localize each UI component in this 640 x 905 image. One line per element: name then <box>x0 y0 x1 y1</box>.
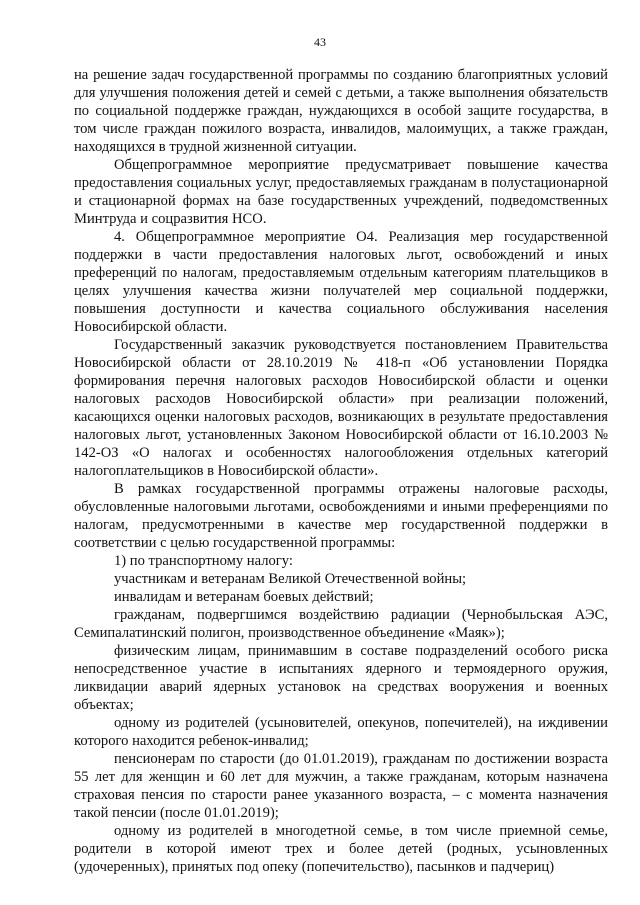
paragraph: В рамках государственной программы отражены налоговые расходы, обусловленные налоговыми льготами, освобождениями и иными преференциями по налогам, предусмотренными в качестве мер государственной поддержки в соответствии с целью государственной программы: <box>74 481 608 551</box>
page-number: 43 <box>314 35 326 49</box>
document-body <box>74 66 608 876</box>
list-item: одному из родителей в многодетной семье, в том числе приемной семье, родители в которой имеют трех и более детей (родных, усыновленных (удочеренных), принятых под опеку (попечительство), пасынков и падчериц) <box>74 823 608 875</box>
paragraph: на решение задач государственной программы по созданию благоприятных условий для улучшения положения детей и семей с детьми, а также выполнения обязательств по социальной поддержке граждан, нуждающихся в особой защите государства, в том числе граждан пожилого возраста, инвалидов, малоимущих, а также граждан, находящихся в трудной жизненной ситуации. <box>74 67 608 155</box>
paragraph: Общепрограммное мероприятие предусматривает повышение качества предоставления социальных услуг, предоставляемых гражданам в полустационарной и стационарной формах на базе государственных учреждений, подведомственных Минтруда и соцразвития НСО. <box>74 157 608 227</box>
list-item: одному из родителей (усыновителей, опекунов, попечителей), на иждивении которого находится ребенок-инвалид; <box>74 715 608 749</box>
list-item: инвалидам и ветеранам боевых действий; <box>114 589 374 605</box>
paragraph: Государственный заказчик руководствуется постановлением Правительства Новосибирской области от 28.10.2019 № 418-п «Об установлении Порядка формирования перечня налоговых расходов Новосибирской области и оценки налоговых расходов Новосибирской области» при реализации положений, касающихся оценки налоговых расходов, возникающих в результате предоставления налоговых льгот, установленных Законом Новосибирской области от 16.10.2003 № 142-ОЗ «О налогах и особенностях налогообложения отдельных категорий налогоплательщиков в Новосибирской области». <box>74 337 608 479</box>
list-item: участникам и ветеранам Великой Отечественной войны; <box>114 571 467 587</box>
list-item: пенсионерам по старости (до 01.01.2019), гражданам по достижении возраста 55 лет для женщин и 60 лет для мужчин, а также гражданам, которым назначена страховая пенсия по старости ранее указанного возраста, – с момента назначения такой пенсии (после 01.01.2019); <box>74 751 608 821</box>
list-heading: 1) по транспортному налогу: <box>114 553 293 569</box>
list-item: физическим лицам, принимавшим в составе подразделений особого риска непосредственное участие в испытаниях ядерного и термоядерного оружия, ликвидации аварий ядерных установок на средствах вооружения и военных объектах; <box>74 643 608 713</box>
paragraph: 4. Общепрограммное мероприятие О4. Реализация мер государственной поддержки в части предоставления налоговых льгот, освобождений и иных преференций по налогам, предоставляемым отдельным категориям плательщиков в целях улучшения качества жизни получателей мер социальной поддержки, повышения доступности и качества социального обслуживания населения Новосибирской области. <box>74 229 608 335</box>
list-item: гражданам, подвергшимся воздействию радиации (Чернобыльская АЭС, Семипалатинский полигон, производственное объединение «Маяк»); <box>74 607 608 641</box>
